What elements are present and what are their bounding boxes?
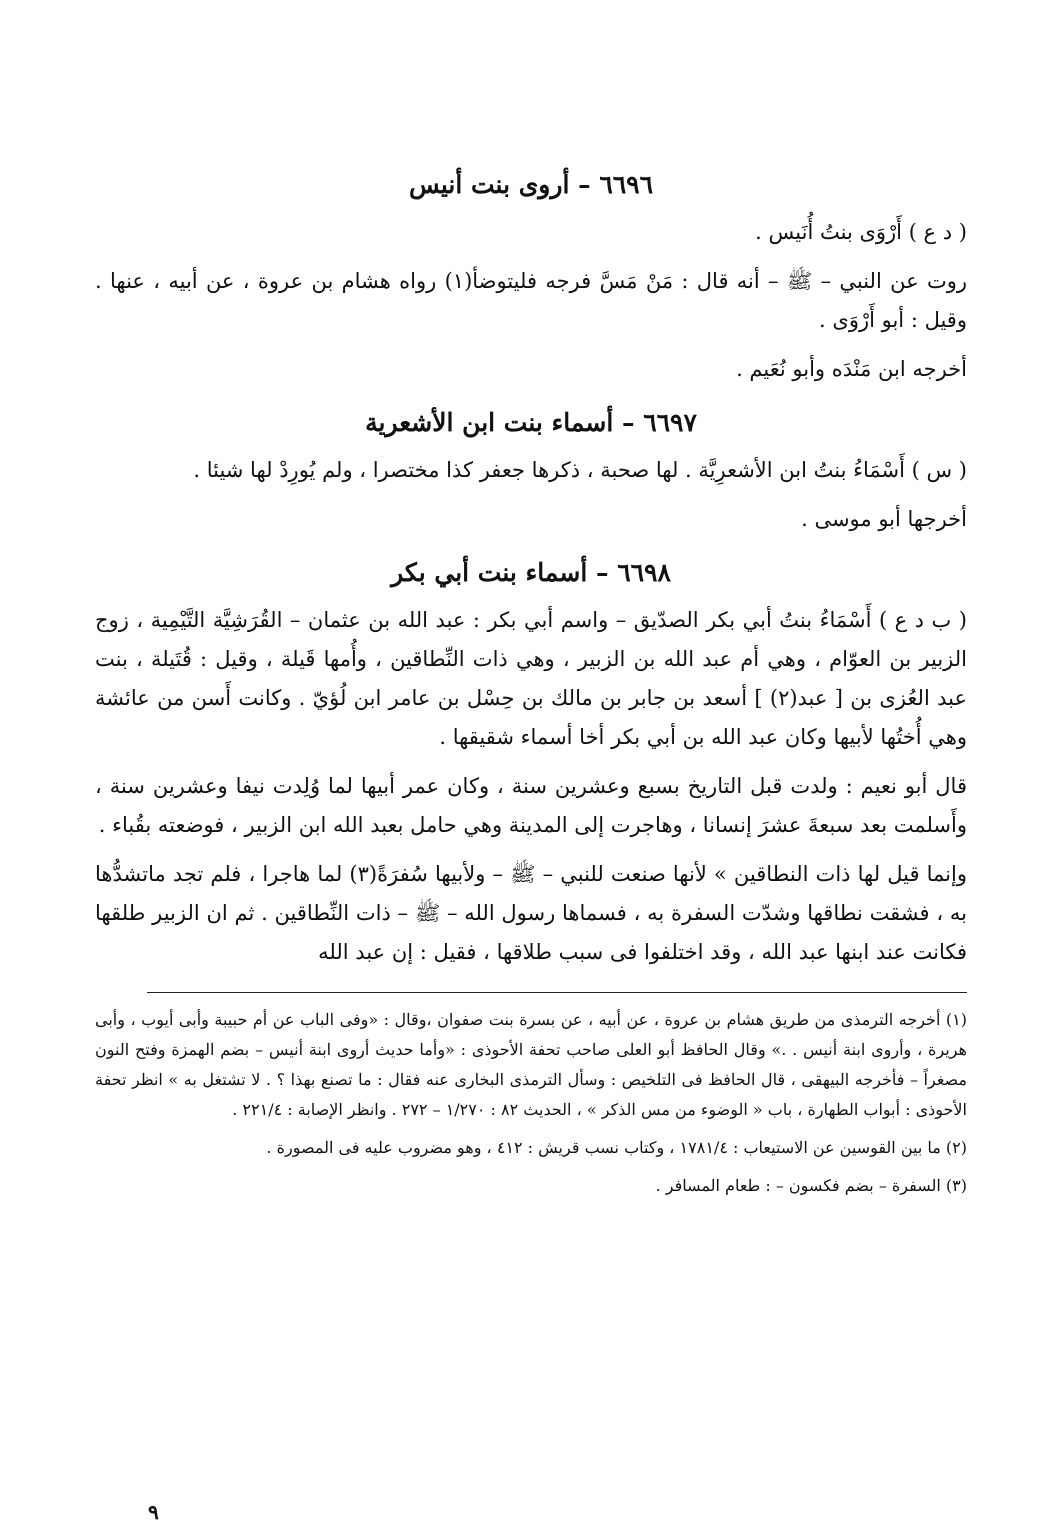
entry-paragraph: ( س ) أَسْمَاءُ بنتُ ابن الأشعرِيَّة . لها صحبة ، ذكرها جعفر كذا مختصرا ، ولم يُورِدْ لها شيئا .	[193, 458, 967, 482]
footnote-divider	[147, 992, 967, 993]
entry-6698	[95, 553, 967, 972]
entry-paragraph: أخرجه ابن مَنْدَه وأبو نُعَيم .	[736, 357, 967, 381]
footnote: (٢) ما بين القوسين عن الاستيعاب : ١٧٨١/٤ ، وكتاب نسب قريش : ٤١٢ ، وهو مضروب عليه فى المصورة .	[266, 1138, 967, 1157]
entry-6697	[95, 403, 967, 539]
page-number: ٩	[148, 1500, 159, 1524]
entry-paragraph: وإنما قيل لها ذات النطاقين » لأنها صنعت للنبي – ﷺ – ولأبيها سُفرَةً(٣) لما هاجرا ، فلم تجد ماتشدُّها به ، فشقت نطاقها وشدّت السفرة به ، فسماها رسول الله – ﷺ – ذات النِّطاقين . ثم ان الزبير طلقها فكانت عند ابنها عبد الله ، وقد اختلفوا فى سبب طلاقها ، فقيل : إن عبد الله	[95, 862, 967, 964]
entry-paragraph: قال أبو نعيم : ولدت قبل التاريخ بسبع وعشرين سنة ، وكان عمر أبيها لما وُلِدت نيفا وعشرين سنة ، وأَسلمت بعد سبعةَ عشرَ إنسانا ، وهاجرت إلى المدينة وهي حامل بعبد الله ابن الزبير ، فوضعته بقُباء .	[95, 774, 967, 837]
footnote: (١) أخرجه الترمذى من طريق هشام بن عروة ، عن أبيه ، عن بسرة بنت صفوان ،وقال : «وفى الباب عن أم حبيبة وأبى أيوب ، وأبى هريرة ، وأروى ابنة أنيس . .» وقال الحافظ أبو العلى صاحب تحفة الأحوذى : «وأما حديث أروى ابنة أنيس – بضم الهمزة وفتح النون مصغراً – فأخرجه البيهقى ، قال الحافظ فى التلخيص : وسأل الترمذى البخارى عنه فقال : ما تصنع بهذا ؟ . لا تشتغل به » انظر تحفة الأحوذى : أبواب الطهارة ، باب « الوضوء من مس الذكر » ، الحديث ٨٢ : ١/٢٧٠ – ٢٧٢ . وانظر الإصابة : ٢٢١/٤ .	[95, 1010, 967, 1119]
entry-heading: ٦٦٩٧ – أسماء بنت ابن الأشعرية	[365, 408, 697, 437]
entry-paragraph: ( ب د ع ) أَسْمَاءُ بنتُ أبي بكر الصدّيق – واسم أبي بكر : عبد الله بن عثمان – القُرَشِيَّة التَّيْمِية ، زوج الزبير بن العوّام ، وهي أم عبد الله بن الزبير ، وهي ذات النِّطاقين ، وأُمها قَيلة ، وقيل : قُتَيلة ، بنت عبد العُزى بن [ عبد(٢) ] أسعد بن جابر بن مالك بن حِسْل بن عامر ابن لُؤيّ . وكانت أَسن من عائشة وهي أُختُها لأبيها وكان عبد الله بن أبي بكر أخا أسماء شقيقها .	[95, 608, 967, 749]
footnotes	[95, 1005, 967, 1201]
entry-paragraph: ( د ع ) أَرْوَى بنتُ أُنَيس .	[755, 220, 967, 244]
entry-paragraph: روت عن النبي – ﷺ – أنه قال : مَنْ مَسَّ فرجه فليتوضأ(١) رواه هشام بن عروة ، عن أبيه ، عنها . وقيل : أبو أَرْوَى .	[95, 269, 967, 332]
entry-heading: ٦٦٩٨ – أسماء بنت أبي بكر	[391, 558, 671, 587]
footnote: (٣) السفرة – بضم فكسون – : طعام المسافر .	[655, 1176, 967, 1195]
entry-6696	[95, 165, 967, 389]
entry-heading: ٦٦٩٦ – أروى بنت أنيس	[408, 170, 654, 199]
entry-paragraph: أخرجها أبو موسى .	[801, 507, 967, 531]
